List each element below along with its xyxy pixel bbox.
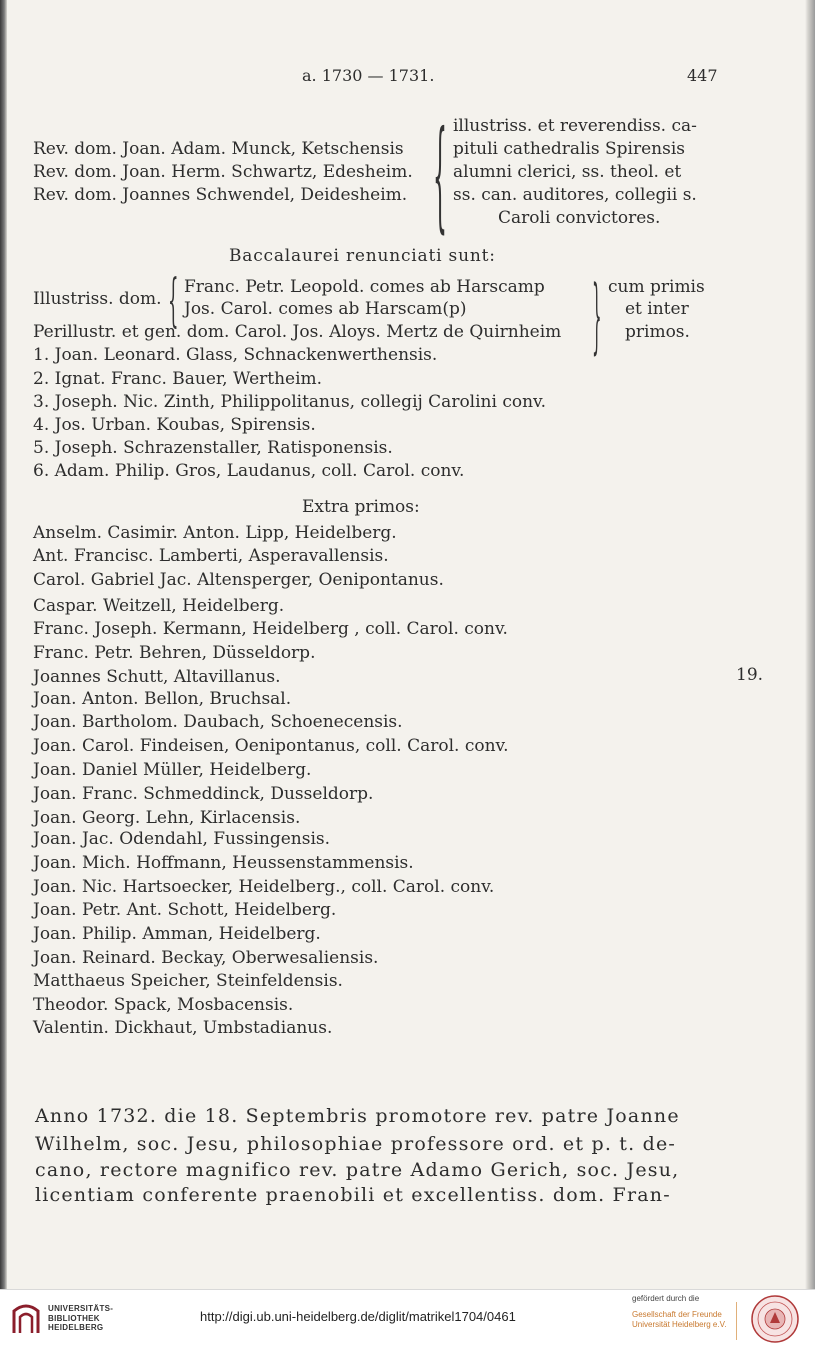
extra-name: Franc. Joseph. Kermann, Heidelberg , coll. Carol. conv. xyxy=(33,619,508,639)
top-left-line: Rev. dom. Joan. Herm. Schwartz, Edesheim. xyxy=(33,162,413,182)
extra-name: Joan. Mich. Hoffmann, Heussenstammensis. xyxy=(33,853,414,873)
numbered-entry: 2. Ignat. Franc. Bauer, Wertheim. xyxy=(33,369,323,389)
numbered-entry: 3. Joseph. Nic. Zinth, Philippolitanus, collegij Carolini conv. xyxy=(33,392,547,412)
section-heading: Baccalaurei renunciati sunt: xyxy=(229,246,496,266)
university-seal-icon xyxy=(750,1294,800,1344)
curly-brace: { xyxy=(168,268,179,335)
right-note: cum primis xyxy=(608,277,705,297)
top-right-line: ss. can. auditores, collegii s. xyxy=(453,185,697,205)
sponsor-name[interactable]: Gesellschaft der Freunde Universität Heidelberg e.V. xyxy=(632,1310,727,1329)
extra-name: Caspar. Weitzell, Heidelberg. xyxy=(33,596,285,616)
extra-name: Joan. Georg. Lehn, Kirlacensis. xyxy=(33,808,301,828)
extra-name: Matthaeus Speicher, Steinfeldensis. xyxy=(33,971,343,991)
right-note: et inter xyxy=(625,299,689,319)
extra-name: Joan. Anton. Bellon, Bruchsal. xyxy=(33,689,292,709)
right-note: primos. xyxy=(625,322,690,342)
sponsor-divider xyxy=(736,1302,737,1340)
illustriss-name: Jos. Carol. comes ab Harscam(p) xyxy=(184,299,467,319)
page-edge-left xyxy=(0,0,7,1289)
extra-name: Ant. Francisc. Lamberti, Asperavallensis. xyxy=(33,546,389,566)
running-header: a. 1730 — 1731. xyxy=(302,66,435,85)
numbered-entry: 4. Jos. Urban. Koubas, Spirensis. xyxy=(33,415,316,435)
margin-number: 19. xyxy=(736,665,764,685)
numbered-entry: 5. Joseph. Schrazenstaller, Ratisponensis. xyxy=(33,438,393,458)
extra-name: Joan. Petr. Ant. Schott, Heidelberg. xyxy=(33,900,337,920)
extra-name: Joan. Jac. Odendahl, Fussingensis. xyxy=(33,829,331,849)
extra-name: Joannes Schutt, Altavillanus. xyxy=(33,667,281,687)
illustriss-name: Franc. Petr. Leopold. comes ab Harscamp xyxy=(184,277,545,297)
extra-name: Carol. Gabriel Jac. Altensperger, Oenipontanus. xyxy=(33,570,444,590)
top-left-line: Rev. dom. Joan. Adam. Munck, Ketschensis xyxy=(33,139,404,159)
curly-brace-closing: } xyxy=(592,270,602,365)
illustriss-label: Illustriss. dom. xyxy=(33,289,162,309)
curly-brace: { xyxy=(433,108,447,246)
top-right-line: illustriss. et reverendiss. ca- xyxy=(453,116,697,136)
sponsor-label: gefördert durch die xyxy=(632,1294,700,1303)
library-logo-icon[interactable] xyxy=(12,1301,40,1335)
extra-name: Joan. Reinard. Beckay, Oberwesaliensis. xyxy=(33,948,379,968)
top-right-line: Caroli convictores. xyxy=(498,208,661,228)
paragraph-line: Wilhelm, soc. Jesu, philosophiae professore ord. et p. t. de- xyxy=(35,1133,677,1155)
page-edge-right xyxy=(805,0,815,1289)
paragraph-line: cano, rectore magnifico rev. patre Adamo Gerich, soc. Jesu, xyxy=(35,1159,680,1181)
extra-name: Franc. Petr. Behren, Düsseldorp. xyxy=(33,643,316,663)
page-number: 447 xyxy=(687,66,718,85)
library-name: UNIVERSITÄTS- BIBLIOTHEK HEIDELBERG xyxy=(48,1304,114,1332)
extra-name: Anselm. Casimir. Anton. Lipp, Heidelberg. xyxy=(33,523,397,543)
section-heading: Extra primos: xyxy=(302,497,420,517)
footer-bar xyxy=(0,1289,815,1348)
top-right-line: alumni clerici, ss. theol. et xyxy=(453,162,682,182)
permalink-url[interactable]: http://digi.ub.uni-heidelberg.de/diglit/matrikel1704/0461 xyxy=(200,1309,516,1324)
numbered-entry: 1. Joan. Leonard. Glass, Schnackenwerthensis. xyxy=(33,345,438,365)
extra-name: Valentin. Dickhaut, Umbstadianus. xyxy=(33,1018,333,1038)
perillustr-line: Perillustr. et gen. dom. Carol. Jos. Aloys. Mertz de Quirnheim xyxy=(33,322,562,342)
extra-name: Theodor. Spack, Mosbacensis. xyxy=(33,995,294,1015)
extra-name: Joan. Carol. Findeisen, Oenipontanus, coll. Carol. conv. xyxy=(33,736,509,756)
paragraph-line: licentiam conferente praenobili et excellentiss. dom. Fran- xyxy=(35,1184,671,1206)
extra-name: Joan. Daniel Müller, Heidelberg. xyxy=(33,760,312,780)
top-right-line: pituli cathedralis Spirensis xyxy=(453,139,686,159)
paragraph-line: Anno 1732. die 18. Septembris promotore rev. patre Joanne xyxy=(35,1105,680,1127)
extra-name: Joan. Franc. Schmeddinck, Dusseldorp. xyxy=(33,784,374,804)
extra-name: Joan. Nic. Hartsoecker, Heidelberg., coll. Carol. conv. xyxy=(33,877,495,897)
top-left-line: Rev. dom. Joannes Schwendel, Deidesheim. xyxy=(33,185,408,205)
numbered-entry: 6. Adam. Philip. Gros, Laudanus, coll. Carol. conv. xyxy=(33,461,465,481)
extra-name: Joan. Bartholom. Daubach, Schoenecensis. xyxy=(33,712,403,732)
extra-name: Joan. Philip. Amman, Heidelberg. xyxy=(33,924,321,944)
